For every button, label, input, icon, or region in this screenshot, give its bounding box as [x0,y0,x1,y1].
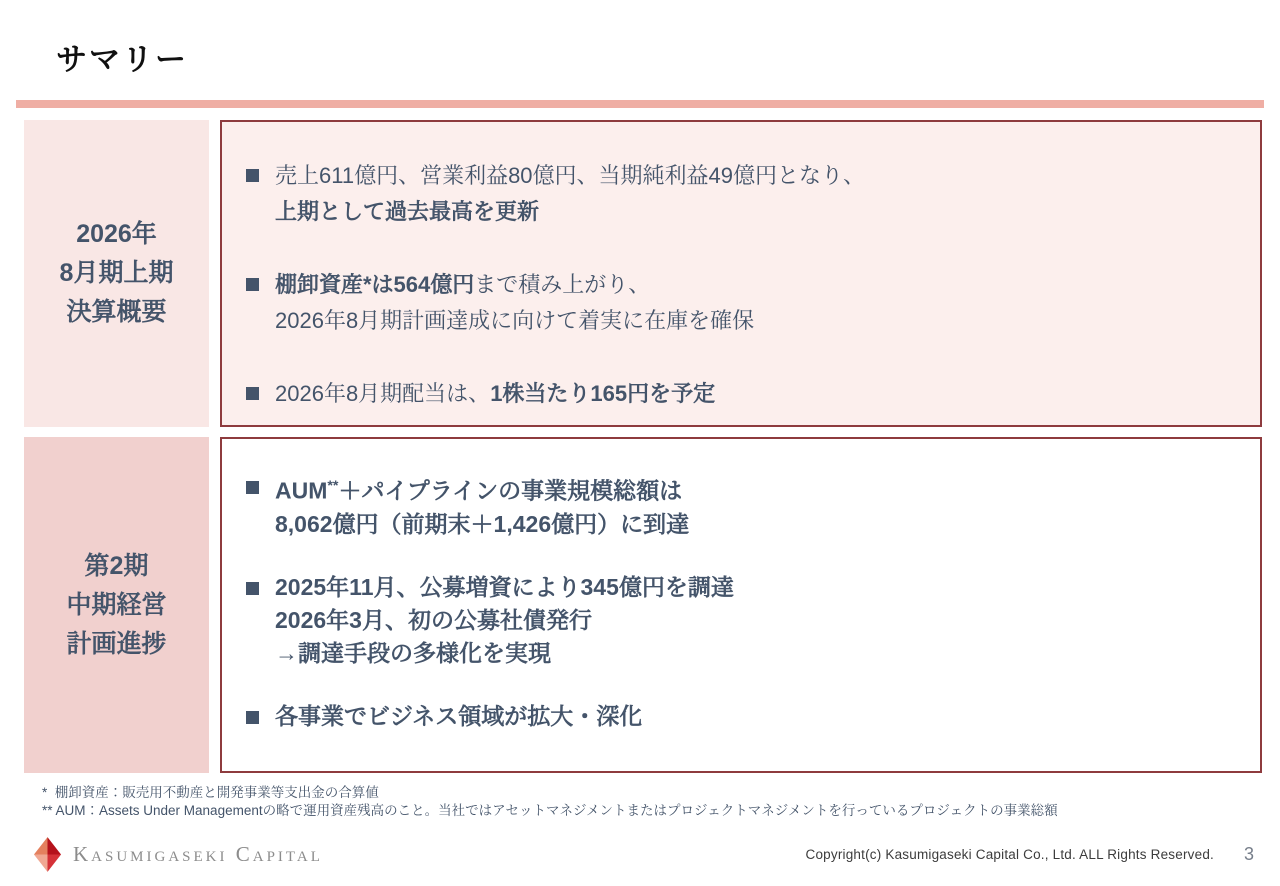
company-logo [33,836,323,873]
section-label [24,437,209,773]
bullet-line [275,470,1224,508]
bullet-line [275,194,1224,230]
bullet-item [246,267,1224,339]
bullet-line [275,267,1224,303]
bullet-text [275,470,1224,541]
section-content [220,120,1262,427]
section-label [24,120,209,427]
text-segment: 1株当たり165円を予定 [490,381,716,406]
bullet-text [275,267,1224,339]
bullet-square-icon [246,711,259,724]
bullet-square-icon [246,481,259,494]
bullet-text [275,700,1224,733]
text-segment: ** [327,478,339,494]
bullet-square-icon [246,169,259,182]
bullet-text [275,571,1224,670]
bullet-square-icon [246,278,259,291]
bullet-line [275,376,1224,412]
bullet-item [246,700,1224,733]
section-label-line: 計画進捗 [66,629,167,658]
logo-wordmark: Kasumigaseki Capital [73,841,323,866]
section-label-line: 2026年 [76,220,157,248]
bullet-line [275,604,1224,637]
text-segment: →調達手段の多様化を実現 [275,639,551,666]
bullet-text [275,158,1224,230]
bullet-square-icon [246,387,259,400]
footnote-line: ** AUM：Assets Under Managementの略で運用資産残高のこと。当社ではアセットマネジメントまたはプロジェクトマネジメントを行っているプロジェクトの事業総額 [42,803,1058,818]
sections-container [24,120,1262,773]
section-label-line: 中期経営 [66,590,167,619]
text-segment: 2026年8月期計画達成に向けて着実に在庫を確保 [275,308,755,333]
section-fy2026-h1-results [24,120,1262,427]
section-label-line: 8月期上期 [59,259,174,287]
bullet-item [246,158,1224,230]
text-segment: 各事業でビジネス領域が拡大・深化 [275,702,643,729]
page-title: サマリー [56,42,188,77]
bullet-line [275,571,1224,604]
footer-right [806,844,1255,865]
text-segment: 2025年11月、公募増資により345億円を調達 [275,573,734,600]
bullet-item [246,470,1224,541]
bullet-text [275,376,1224,412]
text-segment: AUM [275,477,328,504]
title-divider [16,100,1264,108]
bullet-line [275,508,1224,541]
text-segment: 2026年8月期配当は、 [275,381,491,406]
text-segment: まで積み上がり、 [474,272,651,297]
kasumigaseki-logo-icon [33,836,62,873]
footnote-line: * 棚卸資産：販売用不動産と開発事業等支出金の合算値 [42,785,379,800]
bullet-line [275,700,1224,733]
footnotes [42,784,1250,820]
copyright-text: Copyright(c) Kasumigaseki Capital Co., Ltd. ALL Rights Reserved. [805,846,1214,862]
text-segment: 8,062億円（前期末＋1,426億円）に到達 [275,510,690,537]
bullet-line [275,637,1224,670]
text-segment: 2026年3月、初の公募社債発行 [275,606,592,633]
text-segment: 棚卸資産*は564億円 [275,272,475,297]
section-label-line: 第2期 [84,551,149,580]
text-segment: 上期として過去最高を更新 [275,199,540,224]
text-segment: ＋パイプラインの事業規模総額は [338,477,683,504]
slide-footer [33,830,1254,878]
section-label-line: 決算概要 [66,298,167,326]
bullet-square-icon [246,582,259,595]
bullet-line [275,158,1224,194]
section-content [220,437,1262,773]
bullet-item [246,571,1224,670]
page-number: 3 [1243,843,1254,864]
bullet-item [246,376,1224,412]
section-midterm-plan-progress [24,437,1262,773]
text-segment: 売上611億円、営業利益80億円、当期純利益49億円となり、 [275,163,866,188]
bullet-line [275,303,1224,339]
